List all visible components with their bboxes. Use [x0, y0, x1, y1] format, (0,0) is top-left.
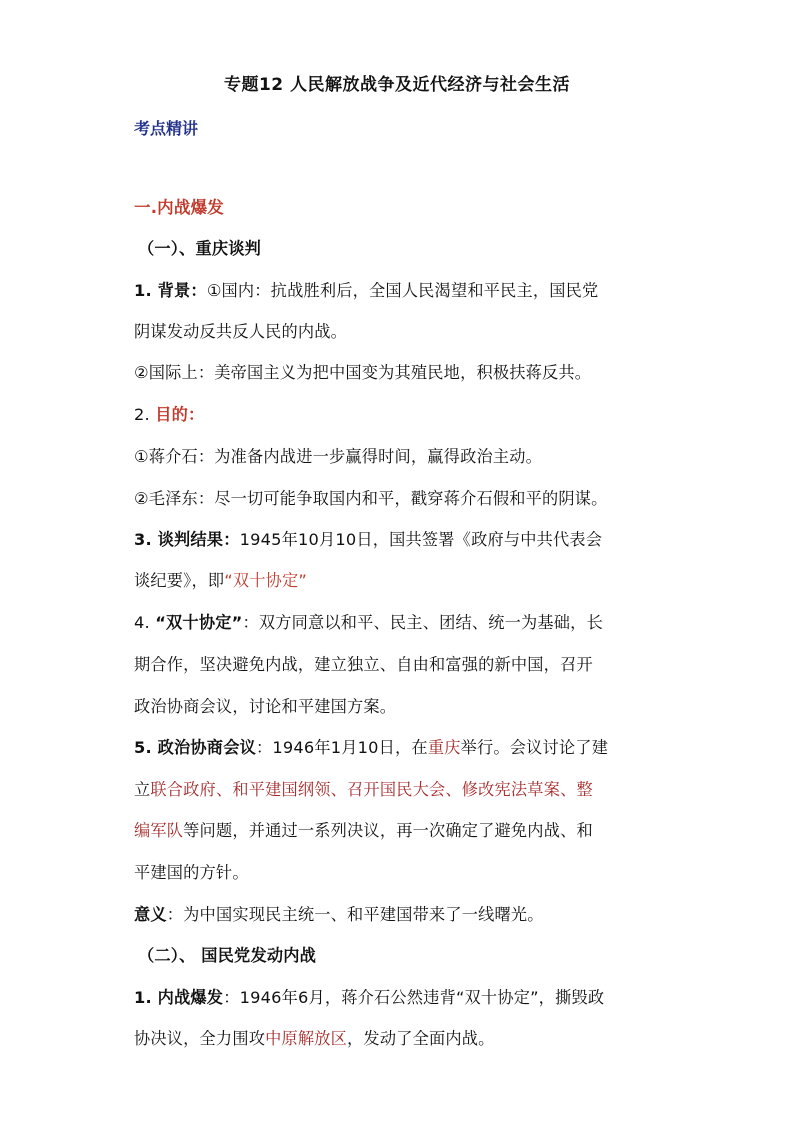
para-agreement-line1 — [134, 612, 669, 634]
para-significance — [134, 904, 669, 926]
para-pcc-line1 — [134, 737, 669, 759]
num-agreement: 4. — [134, 613, 156, 632]
page-title: 专题12 人民解放战争及近代经济与社会生活 — [223, 75, 571, 95]
para-purpose-heading — [134, 404, 669, 426]
text-war-outbreak-1: ：1946年6月，蒋介石公然违背“双十协定”，撕毁政 — [223, 988, 605, 1007]
label-result: 3. 谈判结果： — [134, 530, 240, 549]
para-pcc-line4: 平建国的方针。 — [134, 863, 249, 882]
subheading-kmt-war: （二）、 国民党发动内战 — [138, 946, 316, 965]
section-heading-civil-war: 一.内战爆发 — [134, 198, 224, 217]
text-pcc-1b: 举行。会议讨论了建 — [460, 738, 609, 757]
text-result-1: 1945年10月10日，国共签署《政府与中共代表会 — [239, 530, 603, 549]
label-significance: 意义 — [134, 905, 167, 924]
para-purpose-jiang: ①蒋介石：为准备内战进一步赢得时间，赢得政治主动。 — [134, 447, 543, 466]
text-pcc-2a: 立 — [134, 780, 151, 799]
text-chongqing: 重庆 — [427, 738, 461, 757]
text-pcc-1: ：1946年1月10日，在 — [255, 738, 428, 757]
label-background: 1. 背景： — [134, 281, 207, 300]
para-pcc-line3 — [134, 820, 669, 842]
num-purpose: 2. — [134, 405, 156, 424]
text-agreement-1: ：双方同意以和平、民主、团结、统一为基础，长 — [242, 613, 603, 632]
label-war-outbreak: 1. 内战爆发 — [134, 988, 224, 1007]
label-agreement: “双十协定” — [155, 613, 243, 632]
para-international: ②国际上：美帝国主义为把中国变为其殖民地，积极扶蒋反共。 — [134, 363, 592, 382]
para-result-line2 — [134, 570, 669, 592]
label-purpose: 目的： — [155, 405, 205, 424]
para-pcc-line2 — [134, 779, 669, 801]
para-war-outbreak-line2 — [134, 1028, 669, 1050]
para-purpose-mao: ②毛泽东：尽一切可能争取国内和平，戳穿蒋介石假和平的阴谋。 — [134, 489, 608, 508]
text-background-1: ①国内：抗战胜利后，全国人民渴望和平民主，国民党 — [206, 281, 599, 300]
text-double-ten: “双十协定” — [224, 571, 307, 590]
para-agreement-line2: 期合作，坚决避免内战，建立独立、自由和富强的新中国，召开 — [134, 655, 593, 674]
text-result-2: 谈纪要》，即 — [134, 571, 225, 590]
text-pcc-topics-2: 编军队 — [134, 821, 184, 840]
text-war-outbreak-2: 协决议，全力围攻 — [134, 1029, 266, 1048]
para-agreement-line3: 政治协商会议，讨论和平建国方案。 — [134, 697, 397, 716]
text-pcc-3: 等问题，并通过一系列决议，再一次确定了避免内战、和 — [183, 821, 593, 840]
para-background-line2: 阴谋发动反共反人民的内战。 — [134, 322, 348, 341]
text-significance: ：为中国实现民主统一、和平建国带来了一线曙光。 — [166, 905, 544, 924]
section-label-kaodian: 考点精讲 — [134, 119, 199, 138]
subheading-chongqing: （一）、重庆谈判 — [138, 239, 261, 258]
para-background-line1 — [134, 280, 669, 302]
para-war-outbreak-line1 — [134, 987, 669, 1009]
text-war-outbreak-3: ，发动了全面内战。 — [347, 1029, 495, 1048]
label-pcc: 5. 政治协商会议 — [134, 738, 256, 757]
para-result-line1 — [134, 529, 669, 551]
text-central-plains: 中原解放区 — [265, 1029, 348, 1048]
text-pcc-topics-1: 联合政府、和平建国纲领、召开国民大会、修改宪法草案、整 — [150, 780, 593, 799]
